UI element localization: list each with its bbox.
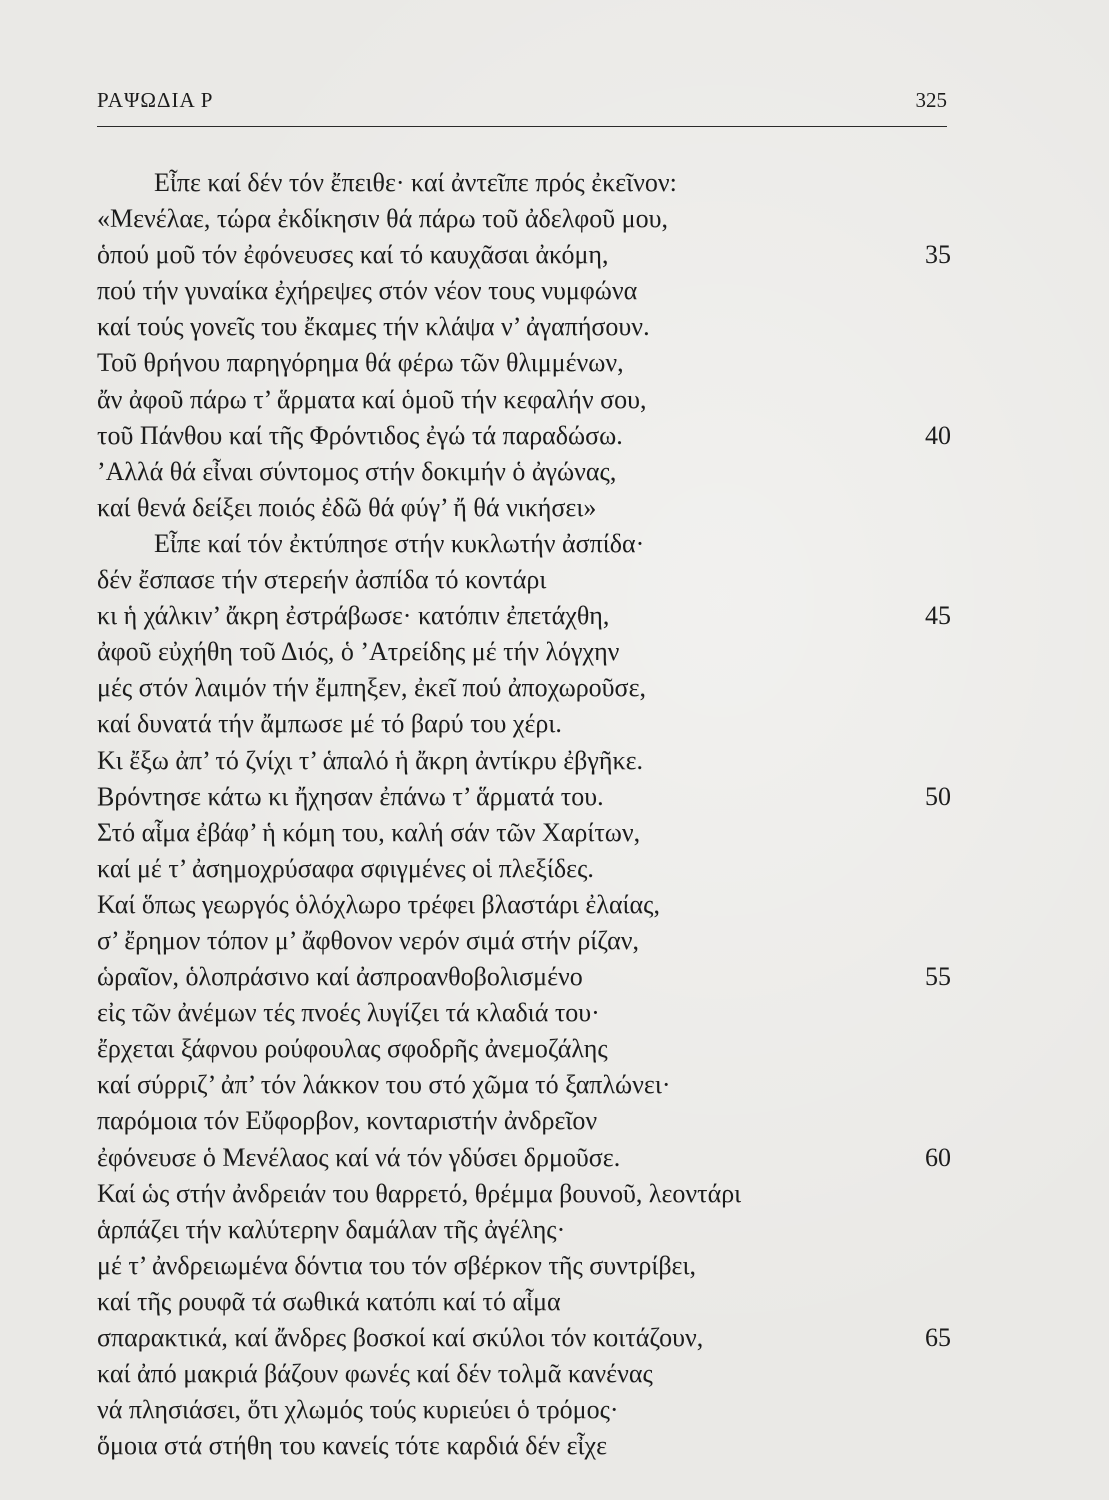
verse-line [97,1428,947,1464]
verse-text: τοῦ Πάνθου καί τῆς Φρόντιδος ἐγώ τά παραδώσω. [97,420,623,450]
verse-text: καί ἀπό μακριά βάζουν φωνές καί δέν τολμᾶ κανένας [97,1359,653,1389]
verse-line [97,454,947,490]
verse-text: ἔρχεται ξάφνου ρούφουλας σφοδρῆς ἀνεμοζάλης [97,1034,608,1064]
line-number: 55 [925,962,951,992]
verse-text: καί τούς γονεῖς του ἔκαμες τήν κλάψα ν’ ἀγαπήσουν. [97,312,650,342]
verse-text: μές στόν λαιμόν τήν ἔμπηξεν, ἐκεῖ πού ἀποχωροῦσε, [97,673,646,703]
verse-line [97,1320,951,1356]
verse-line [97,1067,947,1103]
verse-line [97,418,951,454]
verse-text: Βρόντησε κάτω κι ἤχησαν ἐπάνω τ’ ἅρματά του. [97,781,604,811]
verse-line [97,1248,947,1284]
verse-line [97,1392,947,1428]
verse-text: Εἶπε καί τόν ἐκτύπησε στήν κυκλωτήν ἀσπίδα· [154,528,645,558]
verse-line [97,165,947,201]
verse-text: Καί ὅπως γεωργός ὁλόχλωρο τρέφει βλαστάρι ἐλαίας, [97,889,660,919]
verse-line [97,598,951,634]
verse-line [97,1103,947,1139]
line-number: 65 [925,1323,951,1352]
verse-text: ὁπού μοῦ τόν ἐφόνευσες καί τό καυχᾶσαι ἀκόμη, [97,240,609,270]
verse-text: μέ τ’ ἀνδρειωμένα δόντια του τόν σβέρκον τῆς συντρίβει, [97,1250,696,1280]
verse-line [97,382,947,418]
verse-text: ἄν ἀφοῦ πάρω τ’ ἅρματα καί ὁμοῦ τήν κεφαλήν σου, [97,384,647,414]
line-number: 45 [925,601,951,631]
verse-line [97,743,947,779]
verse-line [97,273,947,309]
verse-line [97,923,947,959]
page-number: 325 [915,88,947,112]
running-head: ΡΑΨΩΔΙΑ Ρ [97,88,214,112]
verse-line [97,634,947,670]
verse-text: καί δυνατά τήν ἄμπωσε μέ τό βαρύ του χέρι. [97,709,562,739]
verse-line [97,1176,947,1212]
verse-text: ἐφόνευσε ὁ Μενέλαος καί νά τόν γδύσει δρμοῦσε. [97,1142,621,1172]
verse-line [97,201,947,237]
verse-text: καί μέ τ’ ἀσημοχρύσαφα σφιγμένες οἱ πλεξίδες. [97,853,594,883]
line-number: 40 [925,420,951,450]
verse-text: σπαρακτικά, καί ἄνδρες βοσκοί καί σκύλοι τόν κοιτάζουν, [97,1323,704,1352]
verse-text: καί θενά δείξει ποιός ἐδῶ θά φύγ’ ἤ θά νικήσει» [97,492,597,522]
verse-text: Κι ἔξω ἀπ’ τό ζνίχι τ’ ἁπαλό ἡ ἄκρη ἀντίκρυ ἐβγῆκε. [97,745,643,775]
verse-text: εἰς τῶν ἀνέμων τές πνοές λυγίζει τά κλαδιά του· [97,998,600,1028]
line-number: 60 [925,1142,951,1172]
verse-text: παρόμοια τόν Εὔφορβον, κονταριστήν ἀνδρεῖον [97,1106,598,1136]
verse-text: ἀφοῦ εὐχήθη τοῦ Διός, ὁ ’Ατρείδης μέ τήν λόγχην [97,637,620,667]
verse-line [97,309,947,345]
verse-line [97,887,947,923]
verse-line [97,237,951,273]
verse-text: Στό αἷμα ἐβάφ’ ἡ κόμη του, καλή σάν τῶν Χαρίτων, [97,817,641,847]
verse-text: καί τῆς ρουφᾶ τά σωθικά κατόπι καί τό αἷμα [97,1286,561,1316]
verse-text: Εἶπε καί δέν τόν ἔπειθε· καί ἀντεῖπε πρός ἐκεῖνον: [154,168,677,197]
line-number: 50 [925,781,951,811]
verse-line [97,526,947,562]
verse-text: ἁρπάζει τήν καλύτερην δαμάλαν τῆς ἀγέλης· [97,1214,566,1244]
verse-text: σ’ ἔρημον τόπον μ’ ἄφθονον νερόν σιμά στήν ρίζαν, [97,925,639,955]
verse-line [97,959,951,995]
verse-line [97,562,947,598]
verse-line [97,706,947,742]
verse-text: νά πλησιάσει, ὅτι χλωμός τούς κυριεύει ὁ τρόμος· [97,1395,619,1425]
verse-text: Καί ὡς στήν ἀνδρειάν του θαρρετό, θρέμμα βουνοῦ, λεοντάρι [97,1178,742,1208]
verse-text: κι ἡ χάλκιν’ ἄκρη ἐστράβωσε· κατόπιν ἐπετάχθη, [97,601,610,631]
verse-text: καί σύρριζ’ ἀπ’ τόν λάκκον του στό χῶμα τό ξαπλώνει· [97,1070,671,1100]
verse-line [97,851,947,887]
verse-text: πού τήν γυναίκα ἐχήρεψες στόν νέον τους νυμφώνα [97,276,638,306]
verse-line [97,345,947,381]
verse-line [97,1031,947,1067]
verse-text: «Μενέλαε, τώρα ἐκδίκησιν θά πάρω τοῦ ἀδελφοῦ μου, [97,204,668,234]
verse-line [97,995,947,1031]
verse-line [97,1140,951,1176]
line-number: 35 [925,240,951,270]
verse-text: ’Αλλά θά εἶναι σύντομος στήν δοκιμήν ὁ ἀγώνας, [97,456,617,486]
verse-line [97,815,947,851]
verse-line [97,1284,947,1320]
verse-line [97,1356,947,1392]
header-rule [97,126,947,127]
verse-text: ὅμοια στά στήθη του κανείς τότε καρδιά δέν εἶχε [97,1431,607,1461]
verse-line [97,1212,947,1248]
verse-text: ὡραῖον, ὁλοπράσινο καί ἀσπροανθοβολισμένο [97,962,583,992]
verse-line [97,490,947,526]
verse-line [97,670,947,706]
verse-text: δέν ἔσπασε τήν στερεήν ἀσπίδα τό κοντάρι [97,565,547,595]
verse-text: Τοῦ θρήνου παρηγόρημα θά φέρω τῶν θλιμμένων, [97,348,624,378]
verse-block [97,165,951,1464]
page-header [97,88,947,118]
verse-line [97,779,951,815]
